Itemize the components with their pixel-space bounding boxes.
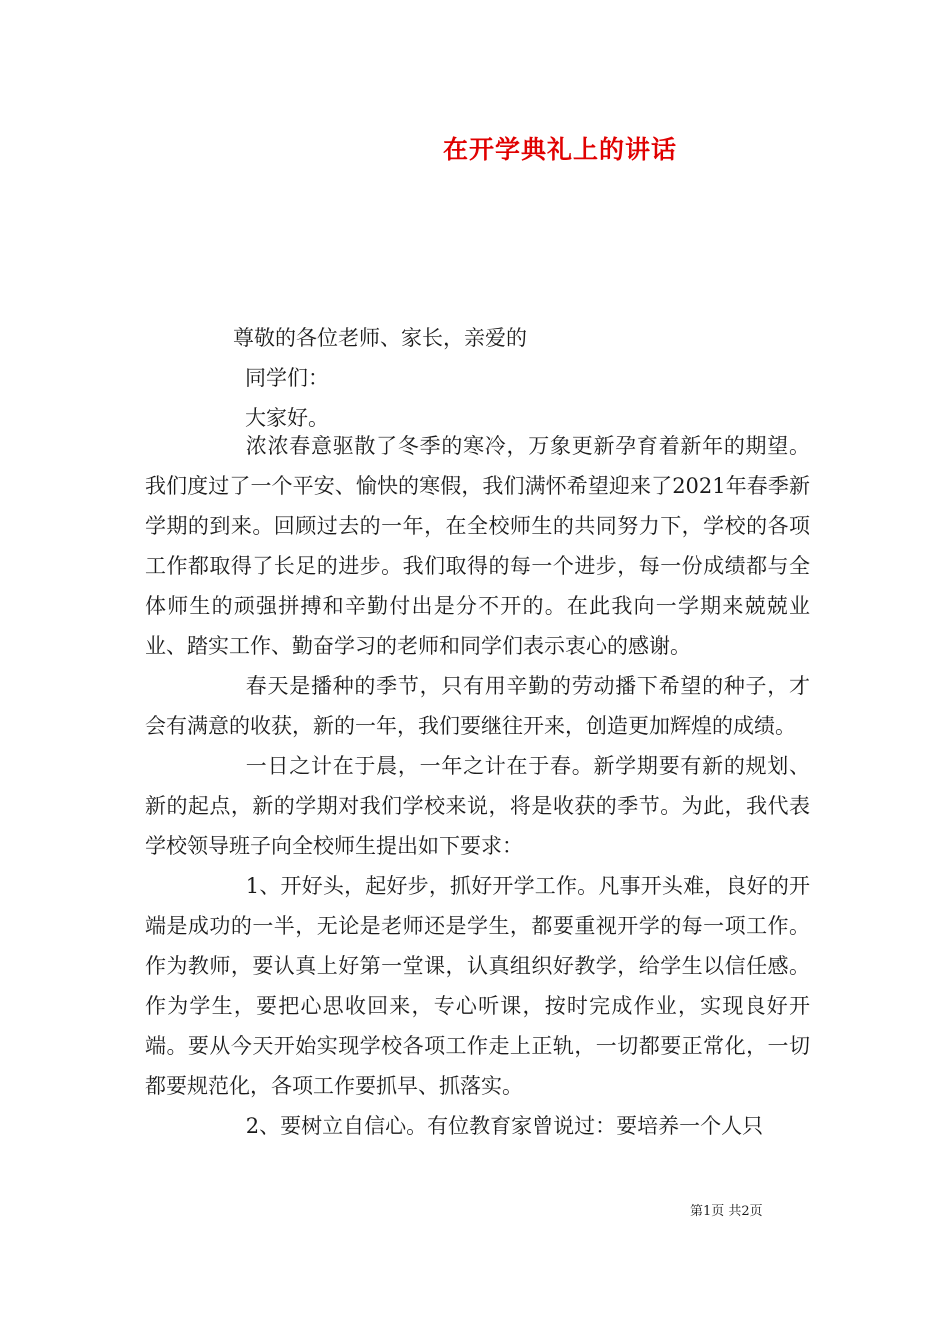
greeting: 大家好。 <box>245 406 329 430</box>
paragraph: 浓浓春意驱散了冬季的寒冷，万象更新孕育着新年的期望。我们度过了一个平安、愉快的寒假，我们满怀希望迎来了2021年春季新学期的到来。回顾过去的一年，在全校师生的共同努力下，学校的各项工作都取得了长足的进步。我们取得的每一个进步，每一份成绩都与全体师生的顽强拼搏和辛勤付出是分不开的。在此我向一学期来兢兢业业、踏实工作、勤奋学习的老师和同学们表示衷心的感谢。 <box>145 434 810 658</box>
paragraph: 春天是播种的季节，只有用辛勤的劳动播下希望的种子，才会有满意的收获，新的一年，我们要继往开来，创造更加辉煌的成绩。 <box>145 674 810 738</box>
page-footer: 第1页 共2页 <box>690 1204 763 1219</box>
paragraph: 2、要树立自信心。有位教育家曾说过：要培养一个人只 <box>245 1114 764 1138</box>
document-title: 在开学典礼上的讲话 <box>442 135 677 164</box>
paragraph: 一日之计在于晨，一年之计在于春。新学期要有新的规划、新的起点，新的学期对我们学校来说，将是收获的季节。为此，我代表学校领导班子向全校师生提出如下要求： <box>145 754 810 858</box>
body-text <box>145 426 810 1146</box>
paragraph: 1、开好头，起好步，抓好开学工作。凡事开头难，良好的开端是成功的一半，无论是老师还是学生，都要重视开学的每一项工作。作为教师，要认真上好第一堂课，认真组织好教学，给学生以信任感。作为学生，要把心思收回来，专心听课，按时完成作业，实现良好开端。要从今天开始实现学校各项工作走上正轨，一切都要正常化，一切都要规范化，各项工作要抓早、抓落实。 <box>145 874 810 1098</box>
salutation-line-2: 同学们： <box>245 366 329 390</box>
salutation-line-1: 尊敬的各位老师、家长，亲爱的 <box>233 326 527 350</box>
